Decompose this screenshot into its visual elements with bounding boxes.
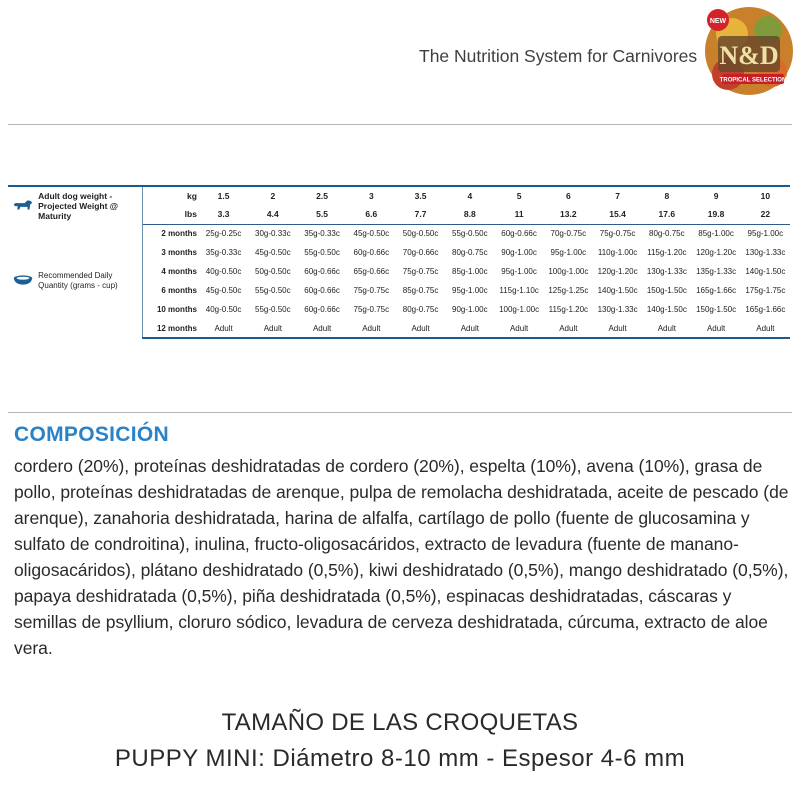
age-label: 2 months <box>161 229 197 239</box>
quantity-cell: 35g-0.33c <box>304 229 340 239</box>
quantity-cell: Adult <box>199 319 248 338</box>
quantity-cell: 70g-0.75c <box>550 229 587 239</box>
quantity-cell: 25g-0.25c <box>205 229 242 239</box>
quantity-cell: 115g-1.10c <box>499 286 539 295</box>
weight-label-text: Adult dog weight - Projected Weight @ Maturity <box>38 190 119 221</box>
quantity-cell: 95g-1.00c <box>452 286 488 295</box>
dog-icon <box>12 197 34 213</box>
kg-value: 6 <box>544 186 593 205</box>
feeding-table <box>8 185 792 339</box>
kg-value: 1.5 <box>199 186 248 205</box>
quantity-label-text: Recommended Daily Quantity (grams - cup) <box>38 271 118 290</box>
age-label: 3 months <box>161 248 197 257</box>
composition-title: COMPOSICIÓN <box>14 423 169 446</box>
quantity-cell: 140g-1.50c <box>597 286 638 295</box>
quantity-cell: 60g-0.66c <box>304 286 340 295</box>
quantity-cell: Adult <box>494 319 543 338</box>
quantity-cell: 75g-0.75c <box>353 305 390 314</box>
quantity-cell: 175g-1.75c <box>745 286 786 295</box>
age-label: 12 months <box>143 319 199 338</box>
quantity-cell: Adult <box>691 319 740 338</box>
kibble-size-detail: PUPPY MINI: Diámetro 8-10 mm - Espesor 4-6 mm <box>114 745 686 772</box>
lbs-value: 4.4 <box>248 205 297 224</box>
quantity-cell: 60g-0.66c <box>353 248 390 257</box>
quantity-cell: 60g-0.66c <box>501 229 537 239</box>
quantity-cell: 130g-1.33c <box>646 267 687 276</box>
quantity-cell: Adult <box>445 319 494 338</box>
age-label: 10 months <box>156 305 197 314</box>
quantity-cell: 130g-1.33c <box>745 248 786 257</box>
quantity-cell: 55g-0.50c <box>255 305 291 314</box>
quantity-cell: 130g-1.33c <box>597 305 638 314</box>
quantity-cell: 70g-0.66c <box>402 248 439 257</box>
quantity-cell: 165g-1.66c <box>696 286 737 295</box>
logo-subline: TROPICAL SELECTION <box>719 77 787 84</box>
dog-icon-cell <box>8 186 38 224</box>
tagline: The Nutrition System for Carnivores <box>419 46 698 66</box>
quantity-cell: 115g-1.20c <box>647 248 687 257</box>
kg-value: 5 <box>494 186 543 205</box>
quantity-cell: 150g-1.50c <box>696 305 737 314</box>
quantity-cell: 35g-0.33c <box>205 248 242 257</box>
lbs-unit-label: lbs <box>143 205 199 224</box>
top-divider <box>8 124 792 125</box>
quantity-cell: 80g-0.75c <box>402 305 439 314</box>
quantity-cell: 95g-1.00c <box>550 248 587 257</box>
quantity-cell: 80g-0.75c <box>649 229 685 239</box>
quantity-cell: 65g-0.66c <box>353 267 390 276</box>
kg-row <box>8 186 790 205</box>
quantity-cell: 75g-0.75c <box>599 229 636 239</box>
quantity-cell: 100g-1.00c <box>499 305 540 314</box>
quantity-cell: 140g-1.50c <box>646 305 687 314</box>
kibble-size-title: TAMAÑO DE LAS CROQUETAS <box>221 709 579 736</box>
kg-value: 3.5 <box>396 186 445 205</box>
kg-value: 2 <box>248 186 297 205</box>
quantity-cell: 135g-1.33c <box>696 267 737 276</box>
quantity-cell: 50g-0.50c <box>402 229 439 239</box>
kg-value: 7 <box>593 186 642 205</box>
quantity-cell: 85g-1.00c <box>452 267 488 276</box>
quantity-cell: Adult <box>297 319 346 338</box>
quantity-cell: 95g-1.00c <box>501 267 537 276</box>
lbs-value: 13.2 <box>544 205 593 224</box>
quantity-cell: 55g-0.50c <box>304 248 340 257</box>
quantity-cell: 90g-1.00c <box>452 305 488 314</box>
quantity-cell: 140g-1.50c <box>745 267 786 276</box>
kg-value: 10 <box>741 186 790 205</box>
quantity-cell: 60g-0.66c <box>304 267 340 276</box>
quantity-cell: 125g-1.25c <box>548 286 589 295</box>
quantity-cell: 75g-0.75c <box>402 267 439 276</box>
quantity-label <box>38 224 143 338</box>
lbs-value: 11 <box>494 205 543 224</box>
quantity-cell: 100g-1.00c <box>548 267 589 276</box>
lbs-value: 17.6 <box>642 205 691 224</box>
quantity-cell: Adult <box>741 319 790 338</box>
quantity-cell: 40g-0.50c <box>205 267 242 276</box>
quantity-cell: 55g-0.50c <box>452 229 488 239</box>
table-row <box>8 224 790 243</box>
weight-label <box>38 186 143 224</box>
lbs-value: 5.5 <box>297 205 346 224</box>
lbs-value: 7.7 <box>396 205 445 224</box>
kg-value: 2.5 <box>297 186 346 205</box>
quantity-cell: 120g-1.20c <box>696 248 737 257</box>
quantity-cell: Adult <box>544 319 593 338</box>
quantity-cell: 85g-1.00c <box>698 229 734 239</box>
logo-new-badge: NEW <box>709 18 727 25</box>
lbs-value: 19.8 <box>691 205 740 224</box>
quantity-cell: 80g-0.75c <box>452 248 488 257</box>
quantity-cell: 85g-0.75c <box>402 286 439 295</box>
quantity-cell: 45g-0.50c <box>205 286 242 295</box>
kg-value: 3 <box>347 186 396 205</box>
kg-value: 9 <box>691 186 740 205</box>
quantity-cell: 45g-0.50c <box>353 229 390 239</box>
quantity-cell: Adult <box>248 319 297 338</box>
lbs-value: 3.3 <box>199 205 248 224</box>
lbs-value: 22 <box>741 205 790 224</box>
bowl-icon <box>12 273 34 287</box>
age-label: 6 months <box>161 286 197 295</box>
quantity-cell: 50g-0.50c <box>255 267 291 276</box>
quantity-cell: Adult <box>593 319 642 338</box>
quantity-cell: Adult <box>642 319 691 338</box>
logo-brand-text: N&D <box>719 41 779 70</box>
lbs-value: 6.6 <box>347 205 396 224</box>
brand-logo <box>702 4 796 98</box>
quantity-cell: 115g-1.20c <box>548 305 589 314</box>
age-label: 4 months <box>161 267 197 276</box>
quantity-cell: 75g-0.75c <box>353 286 390 295</box>
kg-value: 4 <box>445 186 494 205</box>
composition-text: cordero (20%), proteínas deshidratadas de cordero (20%), espelta (10%), avena (10%), grasa de pollo, proteínas deshidratadas de arenque, pulpa de remolacha deshidratada, aceite de pescado (de arenque), zanahoria deshidratada, harina de alfalfa, cartílago de pollo (fuente de glucosamina y sulfato de condroitina), inulina, fructo-oligosacáridos, extracto de levadura (fuente de manano-oligosacáridos), plátano deshidratado (0,5%), kiwi deshidratado (0,5%), mango deshidratado (0,5%), papaya deshidratada (0,5%), piña deshidratada (0,5%), espinacas deshidratadas, cáscaras y semillas de psyllium, cloruro sódico, levadura de cerveza deshidratada, cúrcuma, extracto de aloe vera. <box>14 456 789 658</box>
quantity-cell: 150g-1.50c <box>646 286 687 295</box>
quantity-cell: 95g-1.00c <box>747 229 784 239</box>
quantity-cell: 30g-0.33c <box>255 229 291 239</box>
quantity-cell: 120g-1.20c <box>597 267 638 276</box>
bowl-icon-cell <box>8 224 38 338</box>
lbs-value: 15.4 <box>593 205 642 224</box>
quantity-cell: 45g-0.50c <box>255 248 291 257</box>
quantity-cell: Adult <box>347 319 396 338</box>
section-divider <box>8 412 792 413</box>
kg-unit-label: kg <box>143 186 199 205</box>
quantity-cell: 55g-0.50c <box>255 286 291 295</box>
quantity-cell: 165g-1.66c <box>745 305 786 314</box>
quantity-cell: 40g-0.50c <box>205 305 242 314</box>
quantity-cell: 110g-1.00c <box>597 248 638 257</box>
quantity-cell: Adult <box>396 319 445 338</box>
lbs-value: 8.8 <box>445 205 494 224</box>
quantity-cell: 60g-0.66c <box>304 305 340 314</box>
quantity-cell: 90g-1.00c <box>501 248 537 257</box>
kg-value: 8 <box>642 186 691 205</box>
